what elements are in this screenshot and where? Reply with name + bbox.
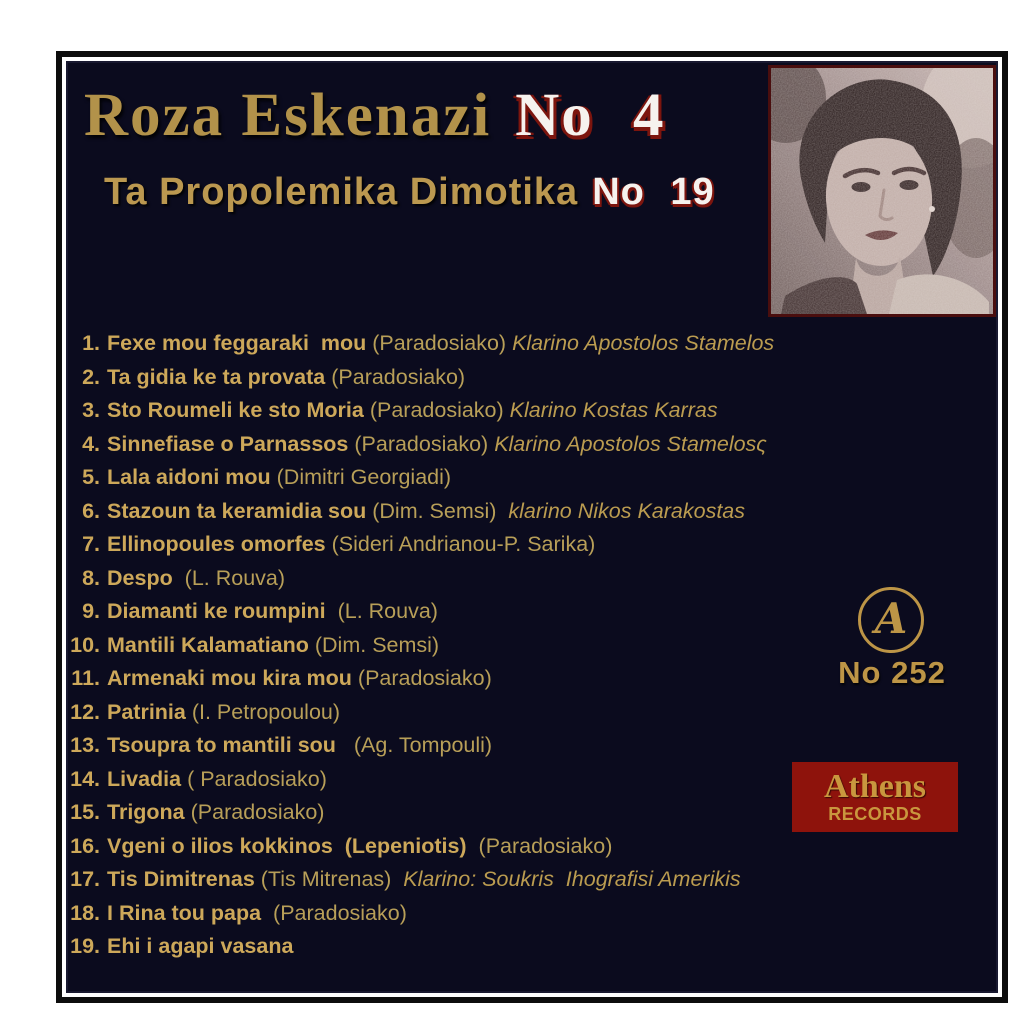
track-row	[68, 327, 828, 361]
cover-panel	[66, 61, 998, 993]
track-title: Tsoupra to mantili sou	[107, 733, 354, 757]
album-title-number: No 4	[515, 82, 666, 149]
track-title: Tis Dimitrenas	[107, 867, 261, 891]
track-number: 17.	[70, 867, 100, 891]
track-number: 14.	[70, 766, 100, 791]
artist-photo	[768, 65, 996, 317]
track-row	[68, 461, 828, 495]
track-row	[68, 863, 828, 897]
track-title: Despo	[107, 565, 185, 590]
track-number: 1.	[82, 331, 100, 355]
track-credit: (Paradosiako)	[357, 666, 492, 690]
track-credit-italic: Klarino Apostolos Stamelosς	[494, 431, 767, 456]
track-title: Armenaki mou kira mou	[107, 666, 358, 690]
track-row	[68, 595, 828, 629]
track-title: Lala aidoni mou	[107, 465, 277, 489]
track-title: Patrinia	[107, 699, 192, 724]
logo-letter-a: A	[874, 593, 908, 643]
track-credit-italic: Klarino: Soukris Ihografisi Amerikis	[403, 867, 741, 891]
track-title: Sinnefiase o Parnassos	[107, 431, 355, 456]
record-label-box	[792, 762, 958, 832]
album-title	[84, 81, 666, 151]
track-credit-italic: klarino Nikos Karakostas	[508, 498, 746, 523]
catalog-number: No 252	[838, 655, 946, 690]
track-row	[68, 830, 828, 864]
track-title: Stazoun ta keramidia sou	[107, 498, 373, 523]
track-credit-italic: Klarino Kostas Karras	[509, 398, 718, 422]
track-credit: ( Paradosiako)	[187, 766, 327, 791]
track-number: 16.	[70, 833, 100, 858]
track-number: 18.	[70, 900, 100, 925]
track-number: 2.	[82, 364, 100, 389]
track-credit: (Paradosiako)	[478, 833, 613, 858]
track-number: 9.	[82, 599, 100, 623]
cover-outer-frame	[56, 51, 1008, 1003]
track-title: Ellinopoules omorfes	[107, 532, 332, 556]
track-title: Trigona	[107, 800, 191, 824]
track-row	[68, 729, 828, 763]
track-credit: (Sideri Andrianou-P. Sarika)	[331, 532, 596, 556]
track-number: 11.	[71, 666, 100, 690]
track-row	[68, 361, 828, 395]
track-credit-italic: Klarino Apostolos Stamelos	[512, 331, 775, 355]
track-number: 7.	[82, 532, 100, 556]
track-row	[68, 696, 828, 730]
track-row	[68, 796, 828, 830]
track-credit: (Paradosiako)	[369, 398, 510, 422]
track-title: Livadia	[107, 766, 188, 791]
track-row	[68, 528, 828, 562]
track-credit: (Dim. Semsi)	[372, 498, 509, 523]
track-credit: (Paradosiako)	[331, 364, 466, 389]
track-credit: (Paradosiako)	[372, 331, 513, 355]
track-row	[68, 897, 828, 931]
track-title: Sto Roumeli ke sto Moria	[107, 398, 370, 422]
track-credit: (L. Rouva)	[184, 565, 286, 590]
album-subtitle-number: No 19	[592, 171, 715, 213]
track-number: 10.	[70, 632, 100, 657]
track-row	[68, 763, 828, 797]
track-row	[68, 495, 828, 529]
track-credit: (Tis Mitrenas)	[260, 867, 404, 891]
track-credit: (I. Petropoulou)	[191, 699, 341, 724]
track-credit: (Paradosiako)	[273, 900, 407, 925]
artist-portrait-illustration	[771, 68, 993, 314]
track-credit: (Paradosiako)	[190, 800, 325, 824]
track-row	[68, 629, 828, 663]
track-title: Fexe mou feggaraki mou	[107, 331, 373, 355]
track-number: 4.	[82, 431, 100, 456]
record-label-name: Athens	[823, 768, 927, 805]
track-row	[68, 930, 828, 964]
track-credit: (Dimitri Georgiadi)	[276, 465, 452, 489]
track-row	[68, 394, 828, 428]
track-row	[68, 428, 828, 462]
track-credit: (Dim. Semsi)	[314, 632, 440, 657]
track-credit: (Paradosiako)	[354, 431, 495, 456]
record-label-subtitle: RECORDS	[828, 804, 922, 824]
album-title-name: Roza Eskenazi	[84, 82, 492, 149]
track-number: 5.	[82, 465, 100, 489]
track-credit: (L. Rouva)	[337, 599, 438, 623]
track-credit: (Ag. Tompouli)	[353, 733, 493, 757]
track-title: Mantili Kalamatiano	[107, 632, 315, 657]
track-title: I Rina tou papa	[107, 900, 274, 925]
track-row	[68, 562, 828, 596]
track-title: Vgeni o ilios kokkinos (Lepeniotis)	[107, 833, 479, 858]
track-title: Diamanti ke roumpini	[107, 599, 338, 623]
track-number: 6.	[82, 498, 100, 523]
album-subtitle-name: Ta Propolemika Dimotika	[104, 171, 579, 213]
album-subtitle	[104, 171, 715, 214]
track-number: 13.	[70, 733, 100, 757]
track-number: 15.	[70, 800, 100, 824]
athens-records-logo	[858, 587, 924, 653]
track-number: 12.	[70, 699, 100, 724]
track-number: 19.	[70, 934, 100, 958]
track-row	[68, 662, 828, 696]
track-title: Ehi i agapi vasana	[107, 934, 294, 958]
track-number: 8.	[82, 565, 100, 590]
track-list	[68, 327, 828, 964]
track-number: 3.	[82, 398, 100, 422]
track-title: Ta gidia ke ta provata	[107, 364, 332, 389]
